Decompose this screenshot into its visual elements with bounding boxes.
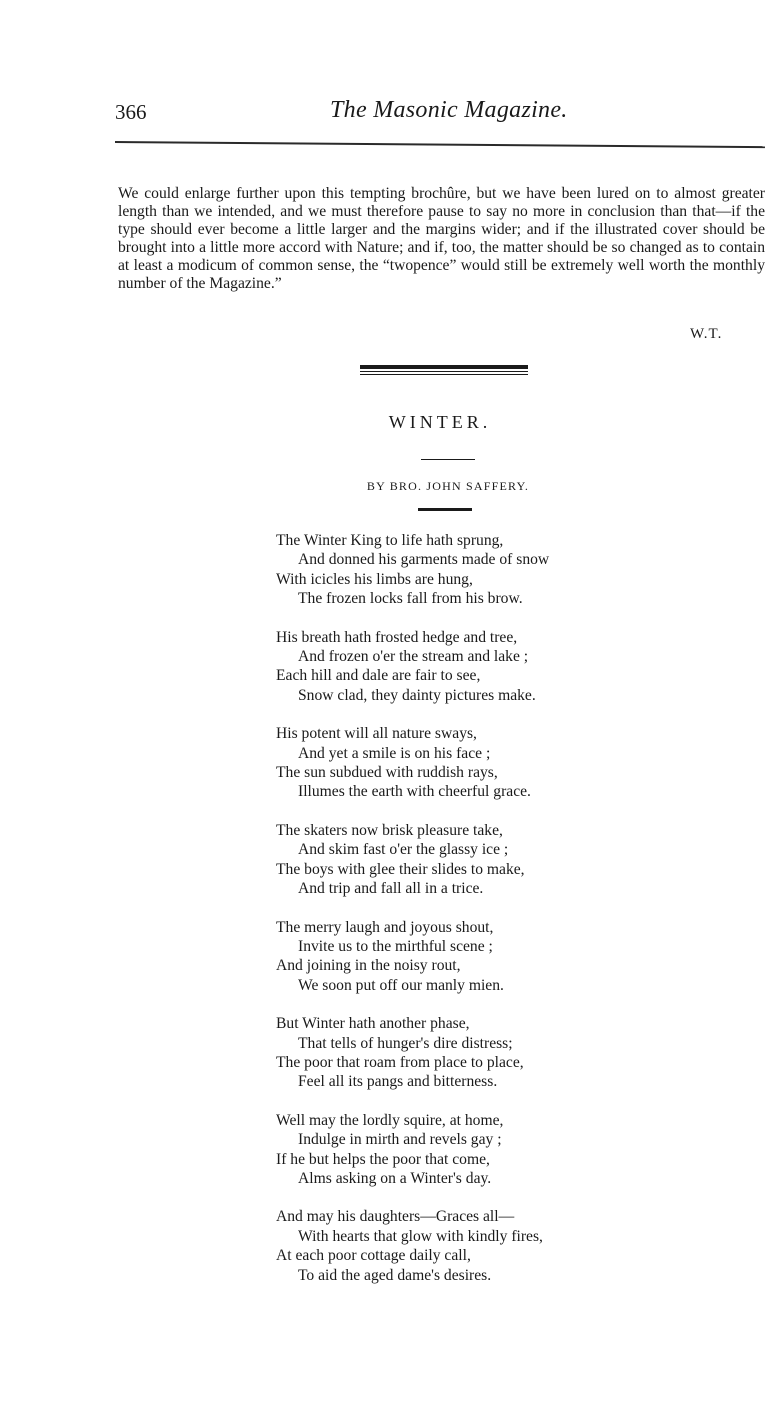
poem-byline: BY BRO. JOHN SAFFERY. — [366, 479, 530, 493]
poem-line: The boys with glee their slides to make, — [276, 860, 525, 878]
poem-line: With hearts that glow with kindly fires, — [298, 1227, 543, 1245]
poem-line: If he but helps the poor that come, — [276, 1150, 490, 1168]
poem-line: The skaters now brisk pleasure take, — [276, 821, 503, 839]
poem-line: That tells of hunger's dire distress; — [298, 1034, 513, 1052]
poem-line: The merry laugh and joyous shout, — [276, 918, 494, 936]
poem-line: His breath hath frosted hedge and tree, — [276, 628, 518, 646]
poem-line: Well may the lordly squire, at home, — [276, 1111, 504, 1129]
running-head: The Masonic Magazine. — [330, 97, 568, 123]
poem-line: Illumes the earth with cheerful grace. — [298, 783, 531, 801]
stanza — [276, 724, 716, 802]
poem-line: At each poor cottage daily call, — [276, 1247, 471, 1265]
stanza — [276, 918, 716, 996]
poem-line: The Winter King to life hath sprung, — [276, 532, 504, 549]
poem-line: With icicles his limbs are hung, — [276, 570, 473, 588]
title-rule — [421, 459, 475, 460]
signature: W.T. — [690, 326, 723, 342]
poem-line: And skim fast o'er the glassy ice ; — [298, 841, 509, 859]
poem-line: And yet a smile is on his face ; — [298, 744, 491, 762]
poem-title: WINTER. — [388, 412, 492, 432]
poem-line: His potent will all nature sways, — [276, 725, 477, 743]
poem-line: Snow clad, they dainty pictures make. — [298, 686, 536, 704]
stanza — [276, 1014, 716, 1092]
stanza — [276, 1207, 716, 1285]
poem-line: The frozen locks fall from his brow. — [298, 590, 523, 608]
poem-line: And may his daughters—Graces all— — [276, 1208, 515, 1226]
byline-rule — [418, 508, 472, 511]
header-rule — [115, 141, 765, 148]
poem-line: And frozen o'er the stream and lake ; — [298, 648, 529, 666]
stanza — [276, 628, 716, 706]
poem-line: We soon put off our manly mien. — [298, 976, 504, 994]
poem-line: Each hill and dale are fair to see, — [276, 667, 481, 685]
poem-line: And donned his garments made of snow — [298, 551, 550, 569]
stanza — [276, 531, 716, 609]
poem-body — [276, 531, 716, 1304]
stanza — [276, 1111, 716, 1189]
poem-line: And trip and fall all in a trice. — [298, 880, 484, 898]
poem-line: Indulge in mirth and revels gay ; — [298, 1131, 502, 1149]
poem-line: Alms asking on a Winter's day. — [298, 1169, 492, 1187]
poem-line: But Winter hath another phase, — [276, 1015, 470, 1033]
poem-line: The poor that roam from place to place, — [276, 1053, 524, 1071]
intro-paragraph: We could enlarge further upon this tempting brochûre, but we have been lured on to almost greater length than we intended, and we must therefore pause to say no more in conclusion than that—if the type should ever become a little larger and the margins wider; and if the illustrated cover should be brought into a little more accord with Nature; and if, too, the matter should be so changed as to contain at least a modicum of common sense, the “twopence” would still be extremely well worth the monthly number of the Magazine.” — [118, 185, 765, 292]
poem-line: Feel all its pangs and bitterness. — [298, 1073, 498, 1091]
poem-line: Invite us to the mirthful scene ; — [298, 937, 493, 955]
poem-line: To aid the aged dame's desires. — [298, 1266, 492, 1284]
poem-line: The sun subdued with ruddish rays, — [276, 764, 498, 782]
page-number: 366 — [115, 100, 147, 124]
section-ornament — [360, 365, 528, 375]
stanza — [276, 821, 716, 899]
poem-line: And joining in the noisy rout, — [276, 957, 461, 975]
